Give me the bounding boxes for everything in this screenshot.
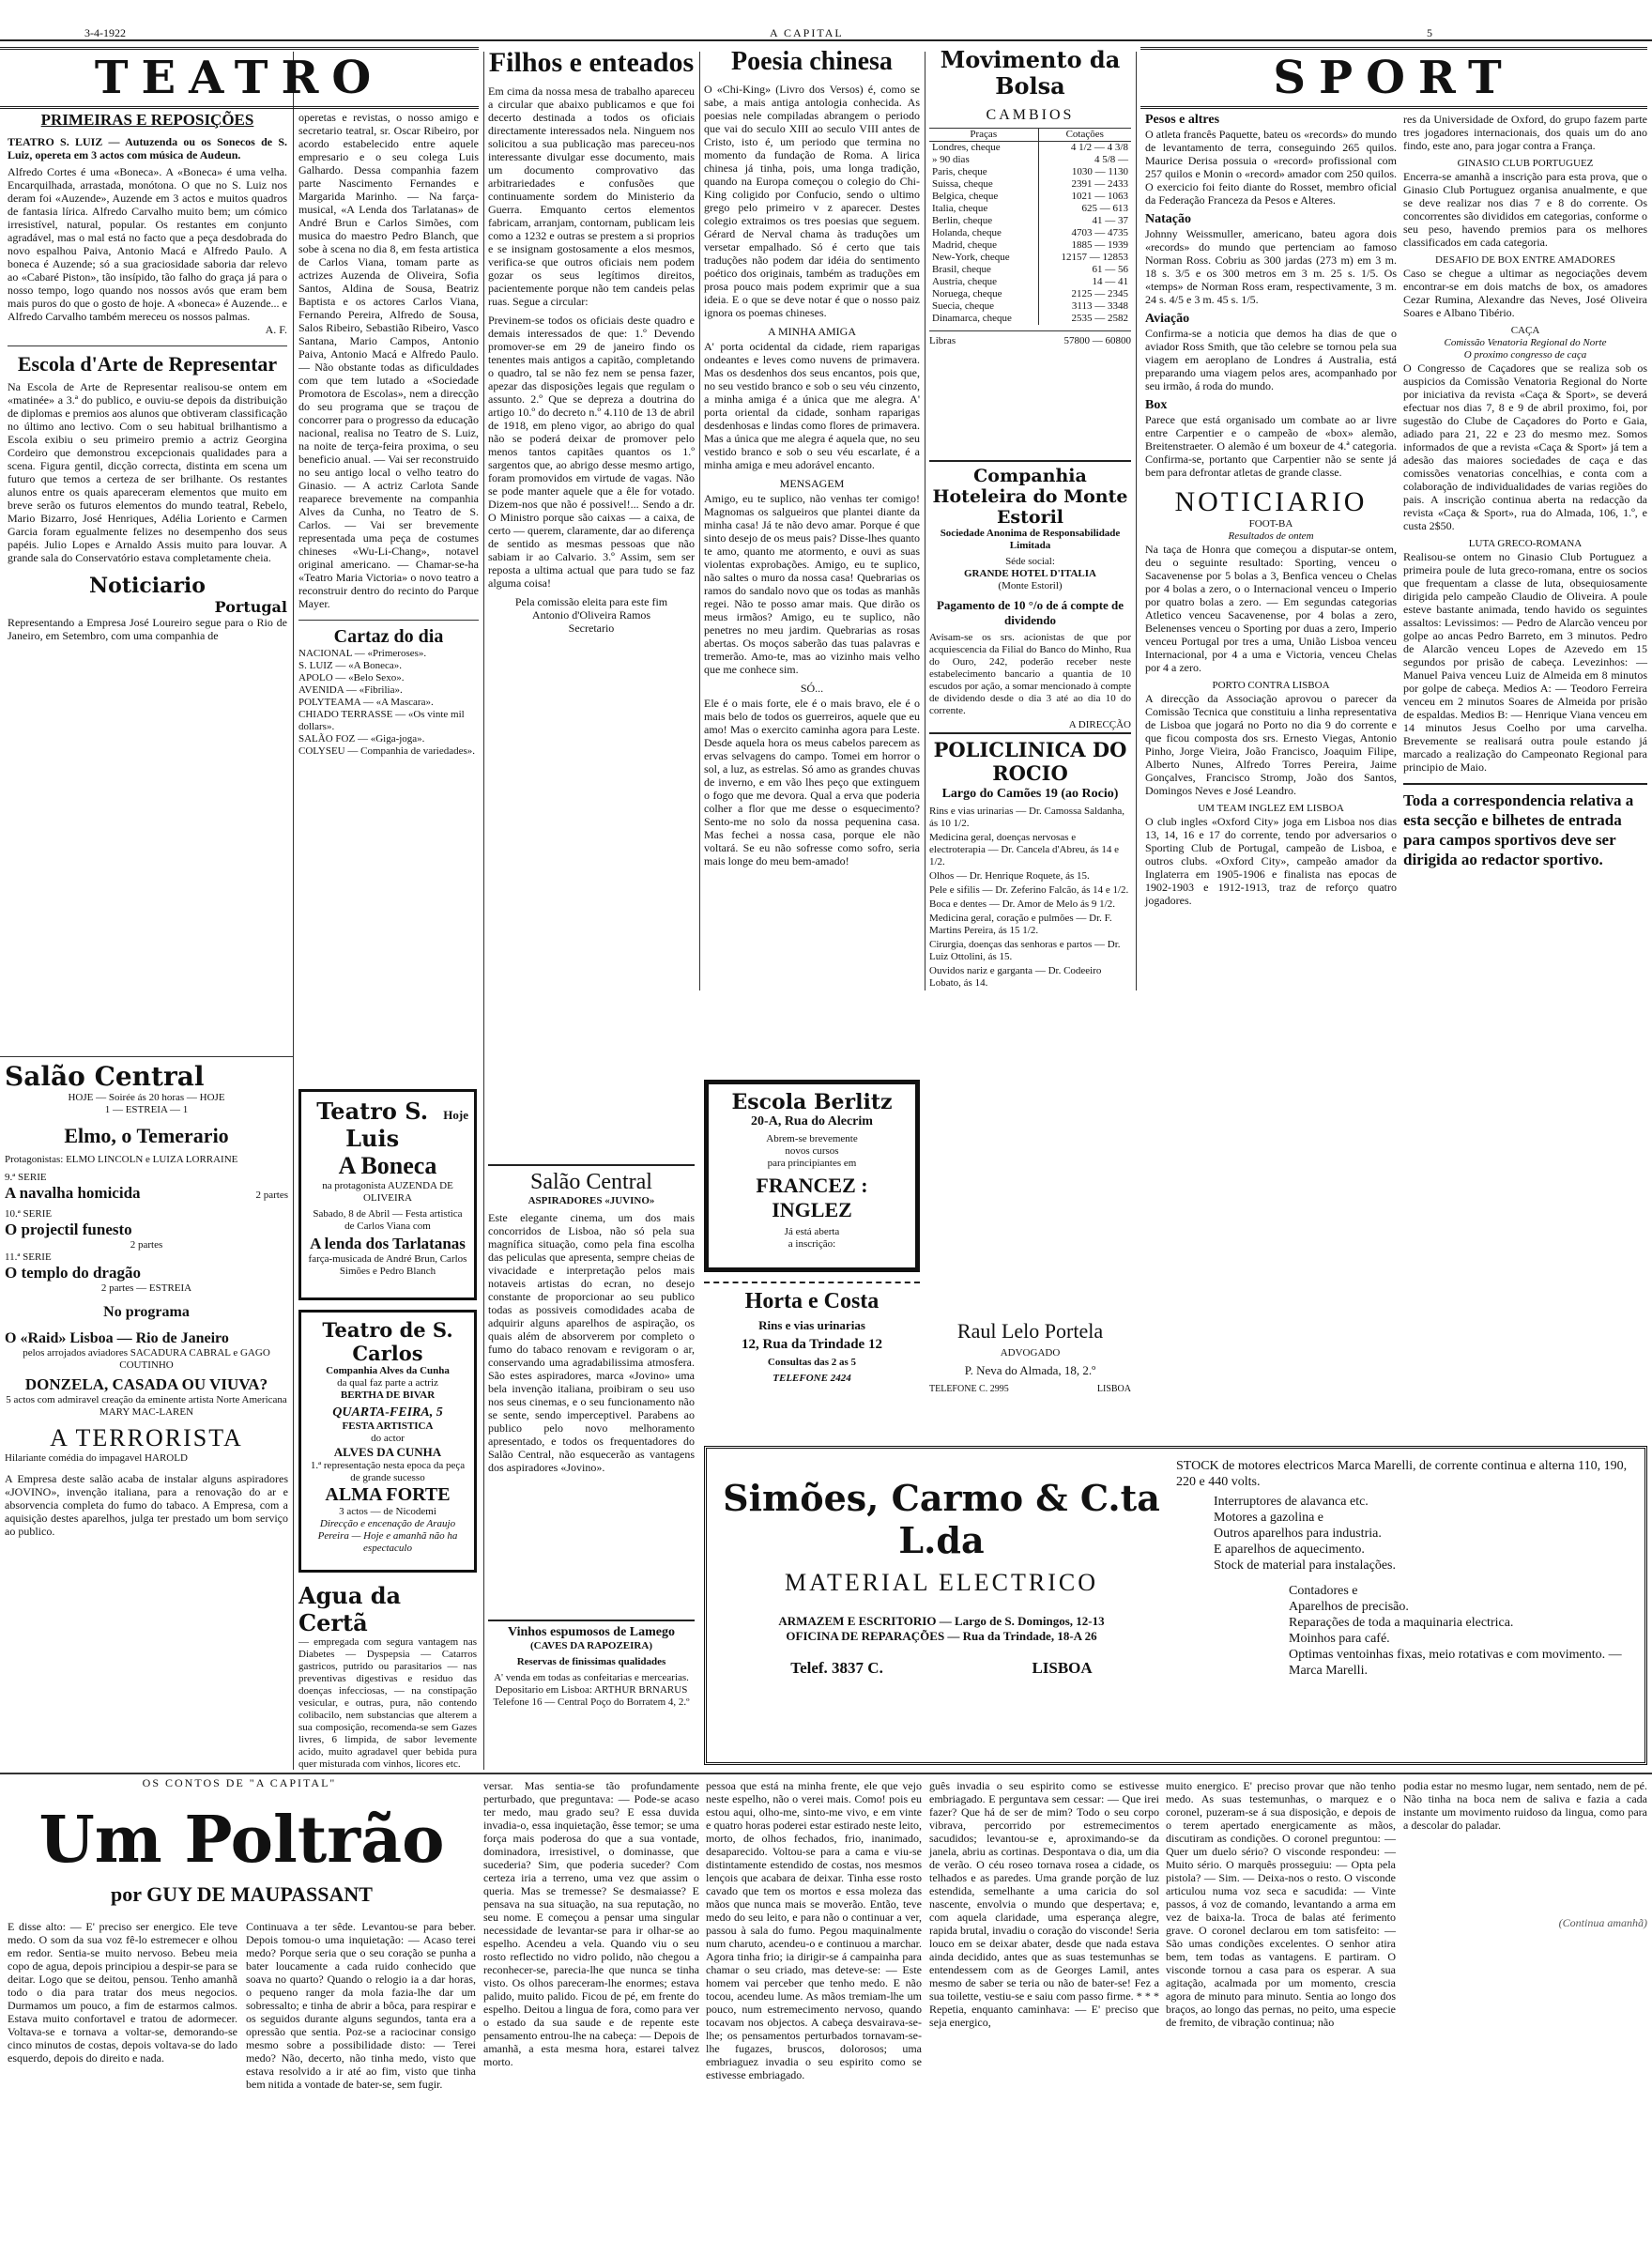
- policlinica-item: Boca e dentes — Dr. Amor de Melo ás 9 1/2.: [929, 898, 1115, 910]
- sport-column-1: [1145, 113, 1397, 986]
- so-poem: Ele é o mais forte, ele é o mais bravo, ele é o mais belo de todos os guerreiros, aquele que eu amo! Mas o exercito caminha agora para Leste. Desde aquela hora os meus cabelos parecem as ervas selvagens do campo. Tomei em horror o sol, a luz, as estrelas. Só amo as grandes chuvas de inverno, e em vão lhes peço que extinguem o fogo que me devora. Qual a erva que poderia colher a flor que me desse o esquecimento? Sento-me no solo da nossa pequenina casa. Mas fechei a nossa casa, porque ele não voltará. Se eu não sofresse como sofro, seria mais longe do meu bem-amado!: [704, 697, 920, 867]
- mensagem-heading: MENSAGEM: [779, 477, 845, 490]
- serie-9: 9.ª SERIE: [5, 1172, 47, 1183]
- column-rule: [483, 52, 484, 1770]
- cartaz-item: APOLO — «Belo Sexo».: [298, 672, 405, 683]
- conto-col-1: E disse alto: — E' preciso ser energico. Ele teve medo. O som da sua voz fê-lo estremecer e olhou em redor. Sentia-se muito nervoso. Bebeu meia copo de agua, depois principiou a despir-se para se deitar. Logo que se deitou, pensou. Tenho amanhã todo o dia para tratar dos meus negocios. Durmamos um pouco, a fim de estarmos calmos. Estava muito confortavel e tratou de adormecer. Voltava-se e tornava a voltar-se, demorando-se cinco minutos de costas, depois voltava-se do lado esquerdo, depois do direito e nada.: [8, 1920, 237, 2065]
- cartaz-list: [298, 648, 479, 758]
- pesos-body: O atleta francês Paquette, bateu os «records» do mundo de levantamento de terra, conseguindo 265 quilos. Maurice Derisa possuia o «record» profissional com 257 quilos e Monin o «record» amador com 250 quilos. O exercicio foi feito diante do Rosset, membro oficial da Federação Franceza da Pesos e Alteres.: [1145, 128, 1397, 207]
- simoes-city: LISBOA: [1032, 1659, 1093, 1677]
- filhos-circular: Previnem-se todos os oficiais deste quadro e demais interessados de que: 1.º Devendo promover-se em 29 de janeiro findo os tenentes mais antigos a capitão, completando o quadro, tal se não fez nem se pensa fazer, apezar das disposições legais que regulam o assunto. 2.º Que se depreza a doutrina do artigo 10.º do decreto n.º 4.110 de 13 de abril de 1918, em pleno vigor, ao abrigo do qual não se poderá deixar de promover pelo menos tantos capitães quantos os 1.º sargentos que, ao abrigo desse mesmo artigo, foram promovidos em virtude de vagas. Não se pode manter aquele que a êle for votado. Dizem-nos que não é possivel!... Sendo a dr. O Ministro porque são caixas — a caixa, de certo — querem, claramente, dar ao diferença de sentido as mesmas pessoas que não sabiam ir ao Calvario. 3.º Assim, sem ser reposta a ultima actual que para tudo se faz alguma coisa!: [488, 314, 695, 590]
- berlitz-l2: novos cursos: [785, 1145, 839, 1157]
- cambio-praca: Madrid, cheque: [932, 239, 998, 251]
- projectil-parts: 2 partes: [130, 1239, 163, 1251]
- cartaz-item: COLYSEU — Companhia de variedades».: [298, 745, 475, 757]
- policlinica-item: Rins e vias urinarias — Dr. Camossa Saldanha, ás 10 1/2.: [929, 806, 1125, 829]
- navalha-parts: 2 partes: [255, 1190, 288, 1201]
- scarlos-companhia: Companhia Alves da Cunha: [326, 1365, 450, 1376]
- cambio-row: [929, 252, 1131, 264]
- oxford-cont: res da Universidade de Oxford, do grupo fazem parte tres jogadores internacionais, dos quais um do ano findo, este ano, para jogar contra a França.: [1403, 113, 1647, 152]
- cambio-row: [929, 191, 1131, 203]
- simoes-contact: [716, 1659, 1167, 1678]
- policlinica-item: Pele e sifilis — Dr. Zeferino Falcão, ás 14 e 1/2.: [929, 884, 1129, 896]
- natacao-body: Johnny Weissmuller, americano, bateu agora dois «records» do mundo que pertenciam ao famoso Norman Ross. Cobriu as 300 jardas (273 m) em 3 m. 18 s. 3/5 e os 300 metros em 3 m. 25 s. 1/5. Os «temps» de Norman Ross eram, respectivamente, 3 m. 24 s. 4/5 e 3 m. 45 s. 1/5.: [1145, 227, 1397, 306]
- companhia-sub: Sociedade Anonima de Responsabilidade Limitada: [940, 528, 1121, 551]
- no-programa: No programa: [103, 1304, 190, 1320]
- simoes-list2: [1176, 1583, 1636, 1679]
- caca-sub: Comissão Venatoria Regional do Norte: [1444, 337, 1607, 348]
- conto-title: Um Poltrão: [38, 1803, 445, 1878]
- berlitz-l3: para principiantes em: [767, 1158, 857, 1169]
- resultados-heading: Resultados de ontem: [1228, 530, 1314, 542]
- teatro-heading: TEATRO: [0, 47, 479, 109]
- cambio-row: [929, 166, 1131, 178]
- page-number: 5: [1427, 26, 1432, 39]
- sluis-boneca: A Boneca: [338, 1152, 437, 1179]
- desafio-body: Caso se chegue a ultimar as negociações devem encontrar-se em dois matchs de box, os amadores Cezar Rumina, Alexandre das Neves, José Oliveira Soares e Albano Tibério.: [1403, 267, 1647, 319]
- cambio-cotacao: 3113 — 3348: [1038, 300, 1131, 313]
- rule: [0, 1056, 293, 1057]
- policlinica-item: Cirurgia, doenças das senhoras e partos — Dr. Luiz Ottolini, ás 15.: [929, 939, 1121, 962]
- cambio-cotacao: 625 — 613: [1038, 203, 1131, 215]
- conto-author: por GUY DE MAUPASSANT: [111, 1882, 373, 1906]
- conto-col-4: pessoa que está na minha frente, ele que vejo neste espelho, não o verei mais. Como! pois eu estou aqui, olho-me, sinto-me vivo, e em vinte e quatro horas poderei estar estirado neste leito, morto, de olhos fechados, frio, inanimado, desaparecido. Voltou-se para a cama e viu-se distintamente estendido de costas, nos mesmos lençois que acabara de deixar. Tinha esse rosto cavado que tem os mortos e essa moleza das mãos que nunca mais se moverão. Então, teve medo do seu leito, e para não o continuar a ver, passou à sala do fumo. Pegou maquinalmente num charuto, acendeu-o e continuou a marchar. Agora tinha frio; ia dirigir-se á campainha para chamar o seu criado, mas deteve-se: — Este homem vai perceber que tenho medo. E não tocou, acendeu lume. As mãos tremiam-lhe um pouco, num estremecimento nervoso, quando tocavam nos objectos. A cabeça desvairava-se-lhe; os pensamentos perturbados tornavam-se-lhe fugazes, bruscos, dolorosos; uma embriaguez invadia o seu espirito como se estivesse embriagado.: [706, 1779, 922, 2081]
- cambio-row: [929, 203, 1131, 215]
- contos-series: OS CONTOS DE "A CAPITAL": [142, 1776, 337, 1789]
- horta-title: Horta e Costa: [744, 1289, 880, 1313]
- raul-city: LISBOA: [1096, 1384, 1131, 1394]
- cambio-cotacao: 12157 — 12853: [1038, 252, 1131, 264]
- teatro-notes: operetas e revistas, o nosso amigo e secretario teatral, sr. Oscar Ribeiro, por acordo estabelecido entre aquele empresario e o seu colega Luis Galhardo. Dessa companhia fazem parte Nascimento Fernandes e Margarida Marinho. — Na farça-musical, «A Lenda dos Tarlatanas» de André Brun e Carlos Simões, com musica do maestro Pedro Blanch, que sobe à scena no dia 8, em festa artistica de Carlos Viana, tomam parte as actrizes Auzenda de Oliveira, Sofia Santos, Aldina de Sousa, Beatriz Baptista e os actores Carlos Viana, Fernando Pereira, Alfredo de Sousa, Salos Ribeiro, Sebastião Ribeiro, Vasco Santana, Mario Campos, Antonio Paiva, Antonio Macá e Alfredo Paulo. — Não obstante todas as dificuldades com que tem lutado a «Sociedade Promotora de Escolas», nem a direcção do seu programa que se traçou de concorrer para o progresso da educação nacional, realisa no Teatro de S. Luiz, na noite de terça-feira proxima, o seu beneficio anual. — Vai ser reconstruido no seu antigo local o velho teatro do Ginasio. — A actriz Carlota Sande reaparece brevemente na companhia Alves da Cunha, no Teatro de S. Carlos. — Vai ser brevemente representada uma peça de costumes chineses «Wu-Li-Chang», notavel original americano. — Chamar-se-ha «Teatro Maria Victoria» o novo teatro a reconstruir dentro do recinto do Parque Mayer.: [298, 111, 479, 610]
- raul-tel: TELEFONE C. 2995: [929, 1384, 1009, 1394]
- noticiario-heading: Noticiario: [89, 574, 206, 598]
- policlinica-item: Olhos — Dr. Henrique Roquete, ás 15.: [929, 870, 1090, 882]
- cambio-row: [929, 264, 1131, 276]
- col-pracas: Praças: [929, 129, 1038, 142]
- donzela-title: DONZELA, CASADA OU VIUVA?: [24, 1375, 268, 1393]
- correspondencia-note: Toda a correspondencia relativa a esta secção e bilhetes de entrada para campos sportivos deve ser dirigida ao redactor sportivo.: [1403, 783, 1647, 869]
- cambio-praca: Suecia, cheque: [932, 300, 994, 312]
- serie-10: 10.ª SERIE: [5, 1208, 53, 1220]
- conto-col-6: muito energico. E' preciso provar que não tenho medo. As suas testemunhas, o marquez e o coronel, puzeram-se á sua disposição, e depois de o terem apertado energicamente as mãos, discutiram as condições. O coronel preguntou: — Quer um duelo sério? O visconde respondeu: — Muito sério. O marquês prosseguiu: — Opta pela pistola? — Sim. — Deixa-nos o resto. O visconde articulou numa voz seca e sacudida: — Vinte passos, á voz de comando, levantando a arma em vez de baixa-la. Troca de balas até ferimento grave. O coronel declarou em tom satisfeito: — São umas condições excelentes. O senhor atira bem, tem todas as vantagens. E partiram. O visconde tornou a casa para os esperar. A sua agitação, acalmada por um momento, crescia agora de minuto para minuto. Sentia ao longo dos braços, ao longo das pernas, no peito, uma especie de fremito, de vibração continua; não: [1166, 1779, 1396, 2029]
- simoes-carmo-ad: [704, 1446, 1647, 1765]
- berlitz-l5: a inscrição:: [788, 1238, 836, 1250]
- cambio-cotacao: 4 1/2 — 4 3/8: [1038, 142, 1131, 155]
- teatro-sluis-ad: [298, 1089, 477, 1300]
- cambio-cotacao: 61 — 56: [1038, 264, 1131, 276]
- cambio-cotacao: 2391 — 2433: [1038, 178, 1131, 191]
- filhos-body: Em cima da nossa mesa de trabalho apareceu a circular que abaixo publicamos e que foi decerto destinada a todos os oficiais directamente interessados nela. Ninguem nos solicitou a sua publicação mas pareceu-nos interessante divulgar esse documento, mais um documento comprovativo das arbitrariedades e confusões que continuamente sordem do Ministerio da Guerra. Emquanto certos elementos fabricam, arranjam, contornam, publicam leis como a 1232 e outras se prestem a si proprios e se insignam gostosamente a elos mesmos, verifica-se que outros oficiais nem podem gozar os seus legítimos direitos, pacientemente porque não tem candeis pelas ruas. Segue a circular:: [488, 84, 695, 308]
- poesia-intro: O «Chi-King» (Livro dos Versos) é, como se sabe, a mais antiga antologia conhecida. As poesias nele compiladas abrangem o periodo que vai do seculo XIII ao seculo VIII antes de Cristo, isto é, um periodo que termina no momento da fundação de Roma. A lirica chinesa já tinha, pois, uma longa tradição, quando na Europa começou o colegio do Chi-King coligido por Confucio, sendo o ultimo grego pelo primeiro v z aparecer. Destes colegio extraimos os tres poesias que seguem. Gérard de Nerval chama às traduções um versetar empalhado. Só é certo que tais traduções não podem dar idéia do sentimento poético dos originais, também as traduções em prosa pouco mais podem exprimir que a sua ideia. E o que se deve notar é que o nosso paiz ignora os poemas chineses.: [704, 83, 920, 319]
- cambio-row: [929, 178, 1131, 191]
- cambio-praca: Noruega, cheque: [932, 288, 1002, 299]
- cambio-row: [929, 313, 1131, 325]
- templo-title: O templo do dragão: [5, 1264, 141, 1282]
- scarlos-graca: da qual faz parte a actriz: [337, 1377, 438, 1389]
- horta-l3: Consultas das 2 as 5: [767, 1357, 857, 1368]
- natacao-heading: Natação: [1145, 212, 1191, 226]
- simoes-list-item: Contadores e: [1289, 1584, 1358, 1598]
- cartaz-item: S. LUIZ — «A Boneca».: [298, 660, 402, 671]
- simoes-list-item: Aparelhos de precisão.: [1289, 1600, 1409, 1614]
- libras-label: Libras: [929, 335, 956, 346]
- simoes-list-item: Outros aparelhos para industria.: [1214, 1527, 1382, 1541]
- escola-heading: Escola d'Arte de Representar: [8, 345, 287, 376]
- scarlos-title: Teatro de S. Carlos: [322, 1318, 453, 1365]
- simoes-list-item: Reparações de toda a maquinaria electrica.: [1289, 1616, 1514, 1630]
- sport-noticiario: NOTICIARIO: [1174, 486, 1368, 517]
- companhia-local: (Monte Estoril): [998, 580, 1063, 591]
- raul-l1: ADVOGADO: [1000, 1347, 1061, 1359]
- policlinica-item: Ouvidos nariz e garganta — Dr. Codeeiro Lobato, ás 14.: [929, 965, 1102, 989]
- aspir-body: Este elegante cinema, um dos mais concorridos de Lisboa, não só pela sua magnífica situação, como pela fina escolha das peliculas que apresenta, sempre cheias de vivacidade e interpretação pelos mais notaveis artistas do ecran, no desejo constante de proporcionar ao seu publico todas as possiveis comodidades acaba de adquirir alguns aparelhos de aspiração, os quais além de absorverem por completo o fumo do tabaco renovam e revigoram o ar, conservando uma agradabilissima atmosfera. São estes aspiradores, marca «Jovino» uma bela invenção italiana, proibiram o seu uso nos seus cinemas, e o seu funcionamento não se sente, sendo imperceptivel. Parabens ao publico pelo novo melhoramento apresentado, e todos os frequentadores do Salão Central, não esquecerão as vantagens dos aspiradores «Jovino».: [488, 1211, 695, 1474]
- escola-body: Na Escola de Arte de Representar realisou-se ontem em «matinée» a 3.ª do publico, e ouviu-se depois da distribuição de diplomas e premios aos alunos que obtiveram classificação no último ano lectivo. Com o seu habitual brilhantismo a Escola exibiu o seu primeiro premio a actriz Georgina Cordeiro que demonstrou excepcionais qualidades para a scena. Figura gentil, dicção correcta, distinta em scena um futuro que temos a certeza de ser brilhante. Os restantes alunos entre os quais apareceram elementos que muito em breve serão os futuros elementos do mundo teatral, Rebelo, Mario Bizarro, José Henriques, Adélia Loriento e Carmen Garcia foram egualmente felizes no desempenho dos seus papéis. Julio Lopes e Arnaldo Assis muito para louvar. A grande sala do Conservatório estava completamente cheia.: [8, 380, 287, 564]
- cambio-cotacao: 14 — 41: [1038, 276, 1131, 288]
- cartaz-item: POLYTEAMA — «A Mascara».: [298, 697, 434, 708]
- sluiz-review: Alfredo Cortes é uma «Boneca». A «Boneca» é uma velha. Encarquilhada, arrastada, monótona. O que no S. Luiz nos deram foi «Auzende», Auzende em 3 actos e muitos quadros de fantasia lírica. Alfredo Carvalho muito bem; um cómico irresistível, natural, popular. Os restantes em conjunto agradável, mas o mal está no facto que a peça desdobrada do novo espalhou Paiva, Antonio Macá e Alfredo Paulo. A boneca é Auzende; só a sua graciosidade saboria dar relevo ao «Cabaré Piston», tão insípido, tão falho do graça já para o nosso tempo, logo quando nos nossos avós que eram bem mais puros do que o gosto de hoje. A «boneca» é Auzende... e Alfredo Carvalho também mereceu os nossos palmas.: [8, 165, 287, 323]
- cambio-praca: Paris, cheque: [932, 166, 987, 177]
- sluiz-lead: TEATRO S. LUIZ — Autuzenda ou os Sonecos de S. Luiz, opereta em 3 actos com música de Audeun.: [8, 135, 287, 161]
- cambio-row: [929, 227, 1131, 239]
- berlitz-l4: Já está aberta: [784, 1226, 840, 1237]
- companhia-pagamento: Pagamento de 10 °/o de á compte de dividendo: [936, 598, 1124, 627]
- horta-l2: 12, Rua da Trindade 12: [742, 1337, 882, 1352]
- aspir-sub: ASPIRADORES «JUVINO»: [528, 1195, 655, 1206]
- cambio-cotacao: 41 — 37: [1038, 215, 1131, 227]
- paper-name: A CAPITAL: [770, 26, 844, 39]
- sport-column-2: [1403, 113, 1647, 986]
- cambio-praca: Dinamarca, cheque: [932, 313, 1012, 324]
- conto-col-7-text: podia estar no mesmo lugar, nem sentado, nem de pé. Não tinha na boca nem de saliva e fazia a cada instante um movimento ruidoso da lingua, como para a descolar do paladar.: [1403, 1779, 1647, 1832]
- scarlos-quarta: QUARTA-FEIRA, 5: [332, 1405, 443, 1420]
- donzela-sub: 5 actos com admiravel creação da eminente artista Norte Americana MARY MAC-LAREN: [6, 1394, 287, 1418]
- conto-col-7: [1403, 1779, 1647, 2253]
- sluis-sabado: Sabado, 8 de Abril — Festa artistica de Carlos Viana com: [313, 1208, 463, 1232]
- teatro-column-2: [298, 111, 479, 1050]
- agua-body: — empregada com segura vantagem nas Diabetes — Dyspepsia — Catarros gastricos, putrido ou parasitarios — nas preventivas digestivas e residuo das doenças infecciosas, — na constipação vesicular, e outras, pura, não contendo colibacilo, nem substancias que alterem a sua composição, recomenda-se sem Gazes livres, 6 limpida, de sabor levemente acido, muito agradavel quer bebida pura quer misturada com vinhos, licores etc.: [298, 1636, 477, 1770]
- salao-central-ad: [5, 1061, 288, 1756]
- terrorista-sub: Hilariante comédia do impagavel HAROLD: [5, 1452, 188, 1464]
- sport-heading: SPORT: [1140, 47, 1647, 109]
- horta-l4: TELEFONE 2424: [772, 1373, 851, 1384]
- simoes-tel: Telef. 3837 C.: [790, 1659, 883, 1677]
- sluis-protag: na protagonista AUZENDA DE OLIVEIRA: [322, 1180, 453, 1204]
- berlitz-l1: Abrem-se brevemente: [766, 1133, 858, 1144]
- caca-heading: CAÇA: [1510, 325, 1540, 336]
- simoes-right: [1176, 1458, 1636, 1749]
- aspir-title: Salão Central: [530, 1170, 652, 1194]
- filhos-heading: Filhos e enteados: [488, 47, 695, 78]
- cartaz-item: SALÃO FOZ — «Giga-joga».: [298, 733, 425, 745]
- cambio-cotacao: 4703 — 4735: [1038, 227, 1131, 239]
- scarlos-direccao: Direcção e encenação de Araujo Pereira — Hoje e amanhã não ha espectaculo: [317, 1518, 458, 1554]
- cambio-cotacao: 2125 — 2345: [1038, 288, 1131, 300]
- aviacao-heading: Aviação: [1145, 312, 1190, 326]
- column-rule: [699, 52, 700, 990]
- cambio-row: [929, 142, 1131, 155]
- cambio-praca: Londres, cheque: [932, 142, 1001, 153]
- simoes-list-item: Optimas ventoinhas fixas, meio rotativas e com movimento. — Marca Marelli.: [1289, 1648, 1622, 1678]
- bolsa-heading: Movimento da Bolsa: [940, 46, 1121, 100]
- vinhos-sub: (CAVES DA RAPOZEIRA): [530, 1640, 652, 1651]
- scarlos-doactor: do actor: [371, 1433, 405, 1444]
- cambio-praca: Austria, cheque: [932, 276, 998, 287]
- raul-l2: P. Neva do Almada, 18, 2.º: [964, 1363, 1096, 1377]
- companhia-notice: [929, 460, 1131, 733]
- simoes-armazem: ARMAZEM E ESCRITORIO — Largo de S. Domingos, 12-13: [778, 1614, 1105, 1628]
- luta-body: Realisou-se ontem no Ginasio Club Portuguez a primeira poule de luta greco-romana, entre os socios que frequentam a classe de luta, obsequiosamente dirigida pelo campeão Claudio de Oliveira. A poule esteve bastante animada, tendo havido os seguintes assaltos: Levissimos: — Pedro de Alarcão venceu por golpe ao ancas Pedro Barreto, em 3 minutos. Pedro de Alarcão venceu Lopes de Azevedo em 15 segundos por prisão de cabeça. Levezinhos: — Manuel Paiva venceu Luiz de Almeida em 8 minutos por golpe de cabeça. Medios A: — Teodoro Ferreira venceu em 2 minutos Soares de Almeida por prisão de espaldas. Medios B: — Henrique Viana venceu em 14 minutos Jesus Coelho por uma carvelha. Brevemente se realisará outra poule estando já marcado a realização do Campeonato Regional para principio de Maio.: [1403, 550, 1647, 774]
- ginasio-heading: GINASIO CLUB PORTUGUEZ: [1457, 158, 1594, 169]
- scarlos-bivar: BERTHA DE BIVAR: [340, 1390, 436, 1401]
- salao-body: A Empresa deste salão acaba de instalar alguns aspiradores «JOVINO», invenção italiana, para a renovação do ar e absorvencia completa do fumo do tabaco. A Empresa, com a aquisição destes aparelhos, julga ter prestado um bom serviço ao publico.: [5, 1472, 288, 1538]
- companhia-direcao: A DIRECÇÃO: [1068, 719, 1131, 730]
- companhia-body: Avisam-se os srs. acionistas de que por acquiescencia da Filial do Banco do Minho, Rua do Ouro, 242, poderão receber neste estabelecimento bancario a quantia de 10 escudos por ação, a somar mencionado à compte de dividendo desde o dia 3 até ao dia 10 do corrente.: [929, 632, 1131, 716]
- cambio-row: [929, 300, 1131, 313]
- cambio-row: [929, 215, 1131, 227]
- porto-heading: PORTO CONTRA LISBOA: [1212, 680, 1330, 691]
- column-rule: [1136, 52, 1137, 990]
- cartaz-item: NACIONAL — «Primeroses».: [298, 648, 427, 659]
- sluis-autores: farça-musicada de André Brun, Carlos Simões e Pedro Blanch: [308, 1253, 467, 1277]
- pesos-heading: Pesos e altres: [1145, 113, 1220, 127]
- mensagem-poem: Amigo, eu te suplico, não venhas ter comigo! Magnomas os salgueiros que plantei diante da minha casa! Já te não devo amar. Porque é que sinto desejo de os meus pais? Disse-lhes quanto te amo, quanto me atormento, e ouvi as suas violentas exprobações. Amigo, eu te suplico, não saltes o muro da nossa casa! Quebrarias os ramos do sandalo novo que os todas as manhãs regei. Não te posso amar mais. Que dirão os meus irmãos? Amigo, eu te suplico, não penetres no meu jardim. Quebrarias as rosas abertas. Os moços saberão das tuas palavras e tremerão. Amo-te, mas ao vizinho mais velho que me conhece sim.: [704, 492, 920, 676]
- ingles-heading: UM TEAM INGLEZ EM LISBOA: [1198, 803, 1344, 814]
- scarlos-alves: ALVES DA CUNHA: [333, 1445, 442, 1459]
- luta-heading: LUTA GRECO-ROMANA: [1468, 538, 1583, 549]
- berlitz-ad: [704, 1080, 920, 1272]
- cambios-table: [929, 128, 1131, 325]
- ingles-body: O club ingles «Oxford City» joga em Lisboa nos dias 13, 14, 16 e 17 do corrente, tendo por adversarios o Sporting Club de Portugal, campeão de Lisboa, e outros clubs. «Oxford City», campeão amador da Inglaterra em 1905-1906 e finalista nas epocas de 1902-1903 e 1912-1913, traz de reforço quatro jogadores.: [1145, 815, 1397, 907]
- raul-contact: [929, 1384, 1131, 1394]
- navalha-title: A navalha homicida: [5, 1184, 141, 1202]
- scarlos-repr: 1.ª representação nesta epoca da peça de grande sucesso: [310, 1460, 466, 1483]
- serie-11: 11.ª SERIE: [5, 1251, 52, 1263]
- cambio-praca: New-York, cheque: [932, 252, 1010, 263]
- terrorista-title: A TERRORISTA: [50, 1424, 243, 1451]
- navalha-row: [5, 1184, 288, 1203]
- box-heading: Box: [1145, 398, 1168, 412]
- simoes-list-item: E aparelhos de aquecimento.: [1214, 1543, 1365, 1557]
- simoes-oficina: OFICINA DE REPARAÇÕES — Rua da Trindade, 18-A 26: [786, 1629, 1097, 1643]
- berlitz-title: Escola Berlitz: [731, 1090, 893, 1114]
- salao-aspiradores: [488, 1164, 695, 1617]
- caca-sub2: O proximo congresso de caça: [1463, 349, 1587, 361]
- policlinica-item: Medicina geral, doenças nervosas e electroterapia — Dr. Cancela d'Abreu, ás 14 e 1/2.: [929, 832, 1120, 867]
- conto-col-5: guês invadia o seu espirito como se estivesse embriagado. E perguntava sem cessar: — Que irei fazer? Que há de ser de mim? Todo o seu corpo vibrava, percorrido por estremecimentos sacudidos; levantou-se e, aproximando-se da janela, abriu as cortinas. Despontava o dia, um dia de verão. O céu roseo tornava rosea a cidade, os telhados e as paredes. Uma grande porção de luz estendida, semelhante a uma caricia do sol nascente, envolvia o mundo que despertava; e, com aquela claridade, uma esperança alegre, rapida brutal, invadiu o coração do visconde! Seria louco em se deixar abater, desde que nada estava ainda decidido, antes que as suas testemunhas se entendessem com as de Georges Lamil, antes mesmo de saber se teria ou não de bater-se! Fez a sua toilette, vestiu-se e saiu com passo firme. * * * Repetia, enquanto caminhava: — E' preciso que seja energico,: [929, 1779, 1159, 2029]
- conto-col-2: Continuava a ter sêde. Levantou-se para beber. Depois tomou-o uma inquietação: — Acaso terei medo? Porque seria que o seu coração se punha a bater loucamente a cada ruido conhecido que soava no quarto? Quando o relogio ia a dar horas, o pequeno ranger da mola fazia-lhe dar um sobressalto; e tinha de abrir a bôca, para respirar e os seguidos durante alguns segundos, tanta era a opressão que sentia. Poz-se a raciocinar consigo mesmo sobre a possibilidade disto: — Terei medo? Não, decerto, não tinha medo, visto que estava resolvido a ir até ao fim, visto que tinha bem nitida a vontade de bater-se, sem fugir.: [246, 1920, 476, 2091]
- libras-value: 57800 — 60800: [1063, 335, 1131, 346]
- cambio-row: [929, 239, 1131, 252]
- scarlos-alma-sub: 3 actos — de Nicodemi: [339, 1506, 436, 1517]
- cambio-cotacao: 2535 — 2582: [1038, 313, 1131, 325]
- caca-body: O Congresso de Caçadores que se realiza sob os auspicios da Comissão Venatoria Regional do Norte por iniciativa da revista «Caça & Sport», se deverá efectuar nos dias 7, 8 e 9 de abril proximo, foi, por sugestão do Clube de Caçadores do Porto e Gaia, adiado para 21, 22 e 23 do mesmo mez. Somos informados de que a revista «Caça & Sport» já tem a adesão das maiores sociedades de caça e das comissões venatorias concelhias, e conta com a colaboração de individualidades de varias regiões do pais. A inscrição continua aberta na redacção da revista «Caça & Sport», rua do Almada, 106, 1.º, e custa 2$50.: [1403, 361, 1647, 532]
- salao-title: Salão Central: [5, 1061, 205, 1092]
- simoes-list-item: Stock de material para instalações.: [1214, 1558, 1396, 1573]
- bolsa-column: [929, 47, 1131, 451]
- poesia-column: [704, 47, 920, 867]
- agua-title: Agua da Certã: [298, 1582, 402, 1636]
- col-cotacoes: Cotações: [1038, 129, 1131, 142]
- conto-col-3: versar. Mas sentia-se tão profundamente perturbado, que preguntava: — Pode-se acaso ter medo, mau grado seu? E essa duvida invadia-o, essa inquietação, êsse temor; se uma força mais poderosa do que a sua vontade, dominadora, irresistivel, o dominasse, que sucederia? Sim, que poderia suceder? Com certeza iria a terreno, uma vez que assim o queria. Mas se tremesse? Se desmaiasse? E pensava na sua situação, na sua reputação, no seu nome. E começou a pensar uma singular necessidade de levantar-se para ir olhar-se ao espelho. Acendeu a vela. Quando viu o seu rosto reflectido no vidro polido, não chegou a reconhecer-se, parecia-lhe que nunca se tinha visto. Os olhos pareceram-lhe enormes; estava palido, muito palido. Ficou de pé, em frente do espelho. Deitou a lingua de fora, como para ver o estado da sua saude e de repente este pensamento entrou-lhe na cabeça: — Depois de amanhã, a esta mesma hora, estarei talvez morto.: [483, 1779, 699, 2068]
- simoes-list-item: Interruptores de alavanca etc.: [1214, 1495, 1369, 1509]
- vinhos-body: A' venda em todas as confeitarias e mercearias. Depositario em Lisboa: ARTHUR BRNARUS Telefone 16 — Central Poço do Borratem 4, 2.º: [493, 1672, 690, 1708]
- simoes-list-item: Moinhos para café.: [1289, 1632, 1390, 1646]
- policlinica-addr: Largo do Camões 19 (ao Rocio): [941, 787, 1119, 801]
- libras-row: [929, 330, 1131, 346]
- vinhos-title: Vinhos espumosos de Lamego: [507, 1625, 675, 1639]
- football-body: Na taça de Honra que começou a disputar-se ontem, deu o seguinte resultado: Sporting, venceu o Sacavenense por 5 bolas a 3, Benfica venceu o Chelas por 4 bolas a zero, o o Internacional venceu o Imperio por quatro bolas a zero. — Em segundas categorias Atletico venceu Sacavenense, por 4 bolas a zero, Belenenses venceu o Sporting por duas a zero, Imperio venceu Portugal por tres a uma, União Lisboa venceu Internacional, por 4 a uma e Victoria, venceu Chelas por 4 a zero.: [1145, 543, 1397, 674]
- aviacao-body: Confirma-se a noticia que demos ha dias de que o aviador Ross Smith, que tão celebre se tornou pela sua viagem em aeroplano de Londres á Australia, está preparando uma viagem pelos ares, acompanhado por seu irmão, á roda do mundo.: [1145, 327, 1397, 392]
- cambio-row: [929, 276, 1131, 288]
- companhia-hotel: GRANDE HOTEL D'ITALIA: [964, 568, 1096, 579]
- filhos-column: [488, 47, 695, 986]
- cambio-cotacao: 1885 — 1939: [1038, 239, 1131, 252]
- berlitz-addr: 20-A, Rua do Alecrim: [751, 1114, 873, 1128]
- horta-l1: Rins e vias urinarias: [758, 1318, 865, 1332]
- filhos-sign-name: Antonio d'Oliveira Ramos: [531, 608, 651, 622]
- teatro-scarlos-ad: [298, 1310, 477, 1573]
- vinhos-ad: [488, 1620, 695, 1772]
- simoes-list-item: Motores a gazolina e: [1214, 1511, 1324, 1525]
- cambio-praca: Belgica, cheque: [932, 191, 999, 202]
- cartaz-heading: Cartaz do dia: [298, 620, 479, 648]
- issue-date: 3-4-1922: [84, 26, 126, 39]
- simoes-sub: MATERIAL ELECTRICO: [785, 1569, 1098, 1596]
- so-heading: SÓ...: [800, 682, 824, 695]
- sluis-head: [307, 1098, 468, 1152]
- cambio-praca: Brasil, cheque: [932, 264, 991, 275]
- review-signature: A. F.: [265, 323, 287, 336]
- berlitz-langs: FRANCEZ : INGLEZ: [756, 1174, 868, 1221]
- vinhos-reservas: Reservas de finissimas qualidades: [516, 1656, 666, 1667]
- column-rule: [293, 52, 294, 1770]
- sluis-title: Teatro S. Luis: [316, 1098, 429, 1152]
- poesia-heading: Poesia chinesa: [731, 47, 893, 76]
- primeiras-heading: PRIMEIRAS E REPOSIÇÕES: [40, 111, 254, 129]
- policlinica-notice: [929, 732, 1131, 991]
- simoes-list: [1176, 1494, 1636, 1574]
- box-body: Parece que está organisado um combate ao ar livre entre Carpentier e o campeão de «box» alemão, Breitenstraeter. O alemão é um boxeur de 4.ª categoria. Confirma-se, portanto que Carpentier não se sente já bem para defrontar atletas de grande classe.: [1145, 413, 1397, 479]
- porto-body: A direcção da Associação aprovou o parecer da Comissão Tecnica que constituiu a linha representativa de Lisboa que jogará no Porto no dia 9 do corrente e que ficou composta dos srs. Ernesto Viegas, Antonio Pinho, Jorge Vieira, João Francisco, Joaquim Filipe, Alberto Nunes, Alfredo Torres Pereira, Jaime Gonçalves, Francisco Stromp, João dos Santos, Domingos Neves e José Leandro.: [1145, 692, 1397, 797]
- scarlos-alma: ALMA FORTE: [325, 1484, 451, 1505]
- cartaz-item: CHIADO TERRASSE — «Os vinte mil dollars».: [298, 709, 465, 732]
- filhos-sign: Pela comissão eleita para este fim: [514, 595, 668, 608]
- agua-certa-ad: [298, 1582, 477, 1770]
- cambio-praca: Holanda, cheque: [932, 227, 1002, 238]
- cambio-praca: Berlin, cheque: [932, 215, 993, 226]
- rule: [0, 1773, 1652, 1774]
- projectil-title: O projectil funesto: [5, 1221, 132, 1238]
- cartaz-item: AVENIDA — «Fibrilia».: [298, 684, 403, 696]
- salao-hoje: HOJE — Soirée ás 20 horas — HOJE: [68, 1092, 225, 1103]
- filhos-sign-role: Secretario: [568, 622, 615, 635]
- policlinica-title: POLICLINICA DO ROCIO: [933, 738, 1127, 785]
- portugal-subheading: Portugal: [214, 598, 287, 616]
- raid-title: O «Raid» Lisboa — Rio de Janeiro: [5, 1330, 229, 1346]
- sluis-hoje: Hoje: [443, 1108, 468, 1122]
- cambio-praca: Suissa, cheque: [932, 178, 993, 190]
- minha-amiga-poem: A' porta ocidental da cidade, riem raparigas ondeantes e leves como nuvens de primavera. Mas os desdenhos dos seus encantos, pois que, no seu vestido branco e sob o seu véu cinzento, a minha amiga é a única que me alegra. A' porta oriental da cidade, sonham raparigas desdenhosas e lindas como flores de primavera. Mas a única que me alegra é aquela que, no seu vestido branco e sob o seu véu escarlate, é a minha amiga e meu adorável encanto.: [704, 340, 920, 471]
- cambio-row: [929, 288, 1131, 300]
- raul-title: Raul Lelo Portela: [956, 1319, 1104, 1343]
- salao-elmo: Elmo, o Temerario: [64, 1124, 229, 1147]
- simoes-title: Simões, Carmo & C.ta L.da: [723, 1477, 1160, 1561]
- companhia-sede: Séde social:: [1005, 556, 1055, 567]
- cambio-praca: Italia, cheque: [932, 203, 988, 214]
- football-heading: FOOT-BA: [1248, 518, 1293, 530]
- cambio-row: [929, 154, 1131, 166]
- raid-sub: pelos arrojados aviadores SACADURA CABRAL e GAGO COUTINHO: [23, 1347, 270, 1371]
- salao-estreia: 1 — ESTREIA — 1: [104, 1104, 189, 1115]
- simoes-stock: STOCK de motores electricos Marca Marelli, de corrente continua e alterna 110, 190, 220 e 440 volts.: [1176, 1459, 1628, 1489]
- cambio-cotacao: 4 5/8 —: [1038, 154, 1131, 166]
- cambio-praca: » 90 dias: [932, 154, 970, 165]
- minha-amiga-heading: A MINHA AMIGA: [767, 325, 856, 338]
- teatro-column-1: [8, 111, 287, 1050]
- horta-costa-ad: [704, 1282, 920, 1430]
- cambios-heading: CAMBIOS: [986, 107, 1075, 123]
- noticiario-body: Representando a Empresa José Loureiro segue para o Rio de Janeiro, em Setembro, com uma companhia de: [8, 616, 287, 642]
- sluis-lenda: A lenda dos Tarlatanas: [310, 1235, 466, 1252]
- raul-portela-ad: [929, 1319, 1131, 1441]
- cambio-cotacao: 1030 — 1130: [1038, 166, 1131, 178]
- desafio-heading: DESAFIO DE BOX ENTRE AMADORES: [1435, 254, 1615, 266]
- scarlos-festa: FESTA ARTISTICA: [342, 1420, 434, 1432]
- page-header-bar: [0, 26, 1652, 41]
- conto-continua: (Continua amanhã): [1558, 1916, 1647, 1929]
- salao-protag: Protagonistas: ELMO LINCOLN e LUIZA LORRAINE: [5, 1154, 238, 1165]
- ginasio-body: Encerra-se amanhã a inscrição para esta prova, que o Ginasio Club Portuguez organisa anualmente, e que se deve realizar nos dias 7 e 8 do corrente. Os concorrentes são divididos em categorias, conforme o seu peso, havendo premios para os melhores classificados em cada categoria.: [1403, 170, 1647, 249]
- policlinica-list: [929, 806, 1131, 990]
- policlinica-item: Medicina geral, coração e pulmões — Dr. F. Martins Pereira, ás 15 1/2.: [929, 913, 1112, 936]
- companhia-title: Companhia Hoteleira do Monte Estoril: [932, 466, 1128, 528]
- cambio-cotacao: 1021 — 1063: [1038, 191, 1131, 203]
- templo-parts: 2 partes — ESTREIA: [100, 1282, 192, 1294]
- simoes-left: [716, 1458, 1167, 1749]
